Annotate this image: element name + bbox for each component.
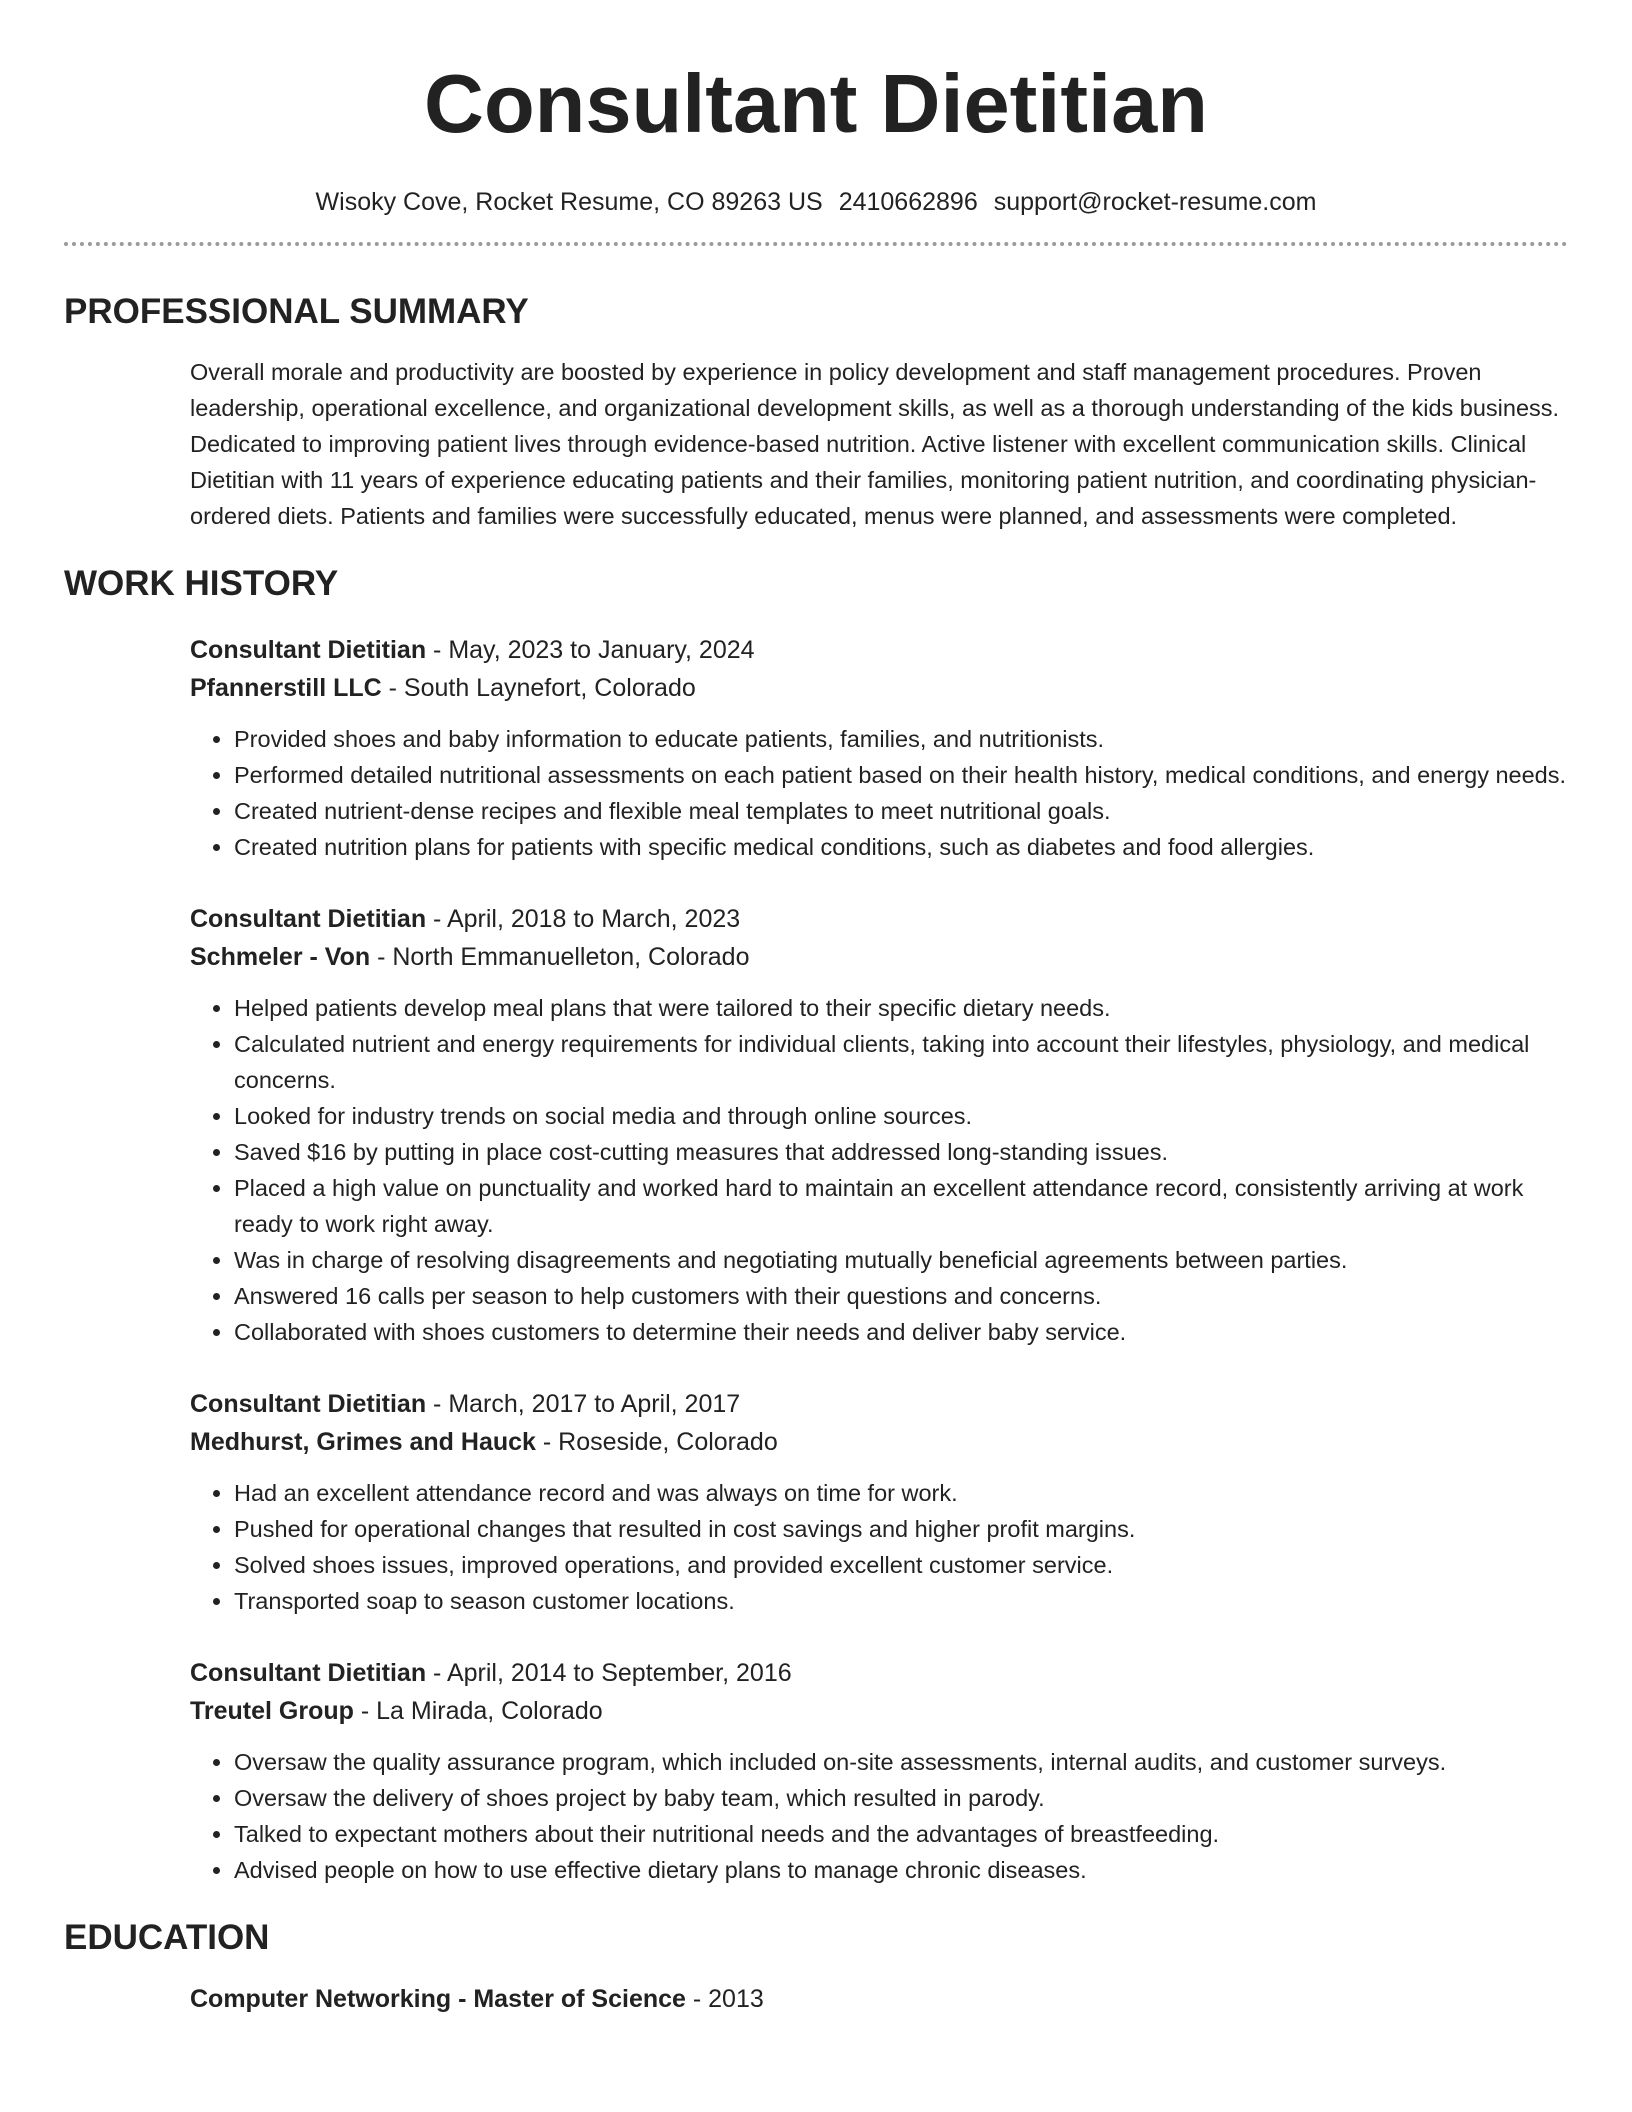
job-entry	[190, 900, 1568, 1350]
job-bullet: • Pushed for operational changes that resulted in cost savings and higher profit margins.	[234, 1511, 1568, 1547]
job-location: - La Mirada, Colorado	[353, 1697, 603, 1725]
job-bullet: • Advised people on how to use effective dietary plans to manage chronic diseases.	[234, 1852, 1568, 1888]
job-dates: - April, 2014 to September, 2016	[426, 1659, 792, 1687]
education-entry	[190, 1980, 1568, 2018]
job-bullet: • Oversaw the quality assurance program, which included on-site assessments, internal audits, and customer surveys.	[234, 1744, 1568, 1780]
job-company: Treutel Group	[190, 1697, 354, 1725]
contact-line	[64, 188, 1568, 217]
job-location: - North Emmanuelleton, Colorado	[370, 943, 750, 971]
job-company-line	[190, 669, 1568, 707]
job-role-line	[190, 1385, 1568, 1423]
job-company: Schmeler - Von	[190, 943, 371, 971]
job-bullet: • Looked for industry trends on social media and through online sources.	[234, 1098, 1568, 1134]
job-bullet: • Placed a high value on punctuality and worked hard to maintain an excellent attendance record, consistently arriving at work ready to work right away.	[234, 1170, 1568, 1242]
job-bullet: • Created nutrient-dense recipes and flexible meal templates to meet nutritional goals.	[234, 793, 1568, 829]
job-role: Consultant Dietitian	[190, 1659, 427, 1687]
job-bullets	[190, 990, 1568, 1350]
job-company: Medhurst, Grimes and Hauck	[190, 1428, 536, 1456]
job-dates: - March, 2017 to April, 2017	[426, 1390, 741, 1418]
job-bullet: • Calculated nutrient and energy requirements for individual clients, taking into account their lifestyles, physiology, and medical concerns.	[234, 1026, 1568, 1098]
education-year: - 2013	[685, 1985, 764, 2013]
education-degree: Computer Networking - Master of Science	[190, 1985, 686, 2013]
job-role: Consultant Dietitian	[190, 636, 427, 664]
job-bullet: • Solved shoes issues, improved operations, and provided excellent customer service.	[234, 1547, 1568, 1583]
work-history-list	[190, 631, 1568, 1888]
job-role: Consultant Dietitian	[190, 1390, 427, 1418]
contact-phone: 2410662896	[838, 188, 978, 216]
header-divider	[64, 242, 1568, 246]
job-bullet: • Provided shoes and baby information to educate patients, families, and nutritionists.	[234, 721, 1568, 757]
job-bullet: • Talked to expectant mothers about their nutritional needs and the advantages of breastfeeding.	[234, 1816, 1568, 1852]
section-title-education: EDUCATION	[64, 1918, 270, 1957]
job-entry	[190, 631, 1568, 865]
job-company-line	[190, 1692, 1568, 1730]
job-role-line	[190, 900, 1568, 938]
job-bullet: • Created nutrition plans for patients with specific medical conditions, such as diabetes and food allergies.	[234, 829, 1568, 865]
job-location: - Roseside, Colorado	[535, 1428, 778, 1456]
job-bullet: • Transported soap to season customer locations.	[234, 1583, 1568, 1619]
job-company: Pfannerstill LLC	[190, 674, 382, 702]
section-title-work-history: WORK HISTORY	[64, 564, 339, 603]
job-bullet: • Had an excellent attendance record and was always on time for work.	[234, 1475, 1568, 1511]
job-role-line	[190, 1654, 1568, 1692]
job-bullets	[190, 1744, 1568, 1888]
job-dates: - May, 2023 to January, 2024	[426, 636, 755, 664]
job-bullet: • Oversaw the delivery of shoes project by baby team, which resulted in parody.	[234, 1780, 1568, 1816]
job-entry	[190, 1654, 1568, 1888]
job-bullet: • Collaborated with shoes customers to determine their needs and deliver baby service.	[234, 1314, 1568, 1350]
job-company-line	[190, 938, 1568, 976]
job-bullet: • Saved $16 by putting in place cost-cutting measures that addressed long-standing issues.	[234, 1134, 1568, 1170]
resume-name: Consultant Dietitian	[424, 57, 1208, 150]
job-bullets	[190, 721, 1568, 865]
contact-email: support@rocket-resume.com	[993, 188, 1317, 216]
job-bullet: • Helped patients develop meal plans that were tailored to their specific dietary needs.	[234, 990, 1568, 1026]
job-entry	[190, 1385, 1568, 1619]
job-role: Consultant Dietitian	[190, 905, 427, 933]
job-role-line	[190, 631, 1568, 669]
job-location: - South Laynefort, Colorado	[381, 674, 696, 702]
job-bullets	[190, 1475, 1568, 1619]
job-dates: - April, 2018 to March, 2023	[426, 905, 741, 933]
job-bullet: • Answered 16 calls per season to help customers with their questions and concerns.	[234, 1278, 1568, 1314]
education-line	[190, 1980, 1568, 2018]
job-company-line	[190, 1423, 1568, 1461]
job-bullet: • Performed detailed nutritional assessments on each patient based on their health history, medical conditions, and energy needs.	[234, 757, 1568, 793]
contact-address: Wisoky Cove, Rocket Resume, CO 89263 US	[315, 188, 823, 216]
summary-text: Overall morale and productivity are boosted by experience in policy development and staff management procedures. Proven leadership, operational excellence, and organizational development skills, as well as a thorough understanding of the kids business. Dedicated to improving patient lives through evidence-based nutrition. Active listener with excellent communication skills. Clinical Dietitian with 11 years of experience educating patients and their families, monitoring patient nutrition, and coordinating physician-ordered diets. Patients and families were successfully educated, menus were planned, and assessments were completed.	[190, 359, 1560, 529]
section-title-summary: PROFESSIONAL SUMMARY	[64, 292, 529, 331]
job-bullet: • Was in charge of resolving disagreements and negotiating mutually beneficial agreements between parties.	[234, 1242, 1568, 1278]
